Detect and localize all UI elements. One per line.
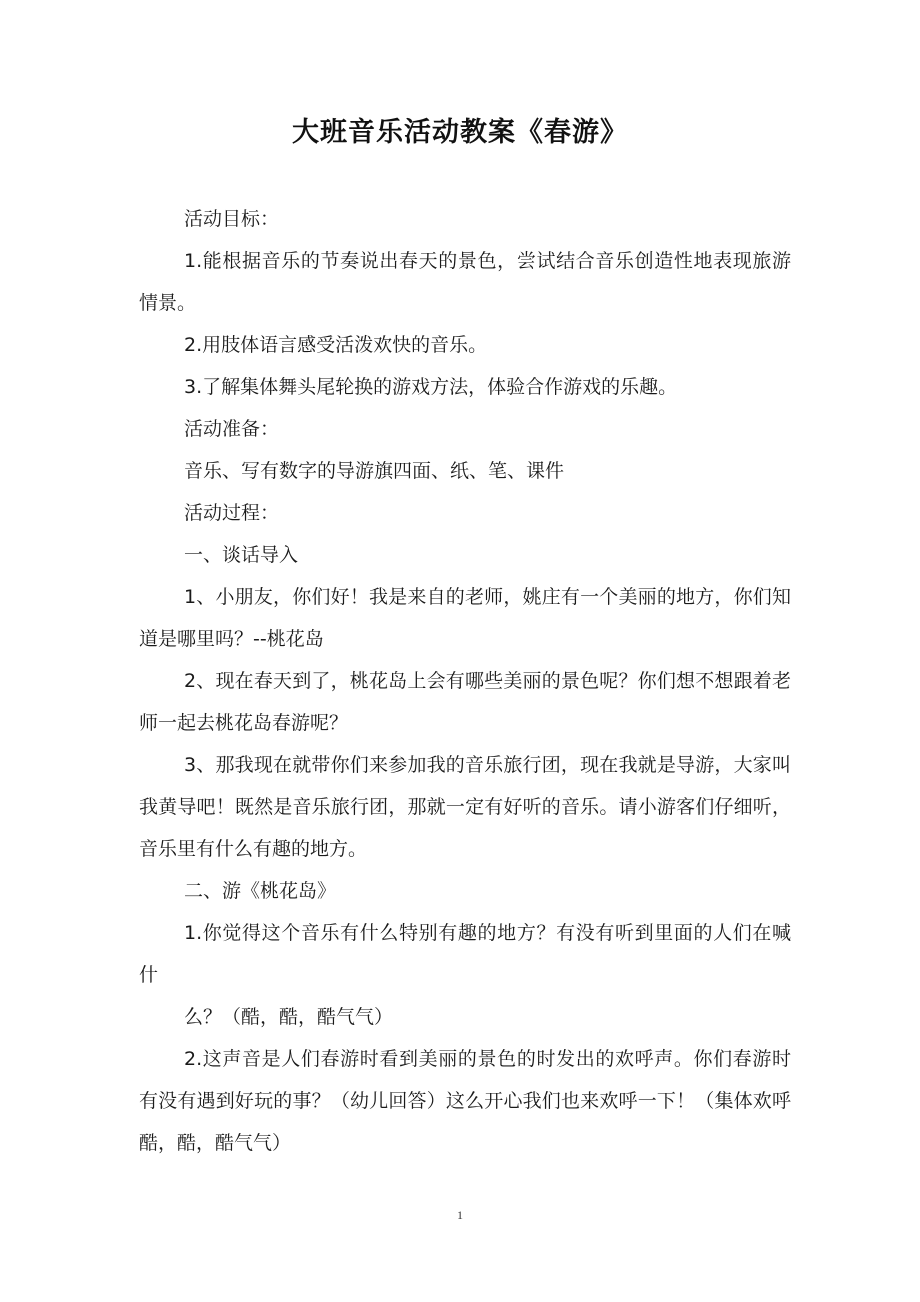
paragraph: 3、那我现在就带你们来参加我的音乐旅行团，现在我就是导游，大家叫我黄导吧！既然是音乐旅行团，那就一定有好听的音乐。请小游客们仔细听，音乐里有什么有趣的地方。 [139, 754, 791, 860]
paragraph: 活动准备： [184, 418, 280, 440]
paragraph: 音乐、写有数字的导游旗四面、纸、笔、课件 [184, 460, 565, 482]
paragraph: 二、游《桃花岛》 [184, 880, 337, 902]
paragraph: 3.了解集体舞头尾轮换的游戏方法，体验合作游戏的乐趣。 [184, 376, 678, 398]
paragraph: 2.用肢体语言感受活泼欢快的音乐。 [184, 334, 488, 356]
paragraph: 2.这声音是人们春游时看到美丽的景色的时发出的欢呼声。你们春游时有没有遇到好玩的事？（幼儿回答）这么开心我们也来欢呼一下！（集体欢呼酷，酷，酷气气） [139, 1048, 791, 1154]
document-title: 大班音乐活动教案《春游》 [292, 117, 628, 148]
paragraph: 1.能根据音乐的节奏说出春天的景色，尝试结合音乐创造性地表现旅游情景。 [139, 250, 791, 314]
paragraph: 1.你觉得这个音乐有什么特别有趣的地方？有没有听到里面的人们在喊什 [139, 922, 791, 986]
paragraph: 2、现在春天到了，桃花岛上会有哪些美丽的景色呢？你们想不想跟着老师一起去桃花岛春游呢？ [139, 670, 791, 734]
paragraph: 活动过程： [184, 502, 280, 524]
page-number: 1 [457, 1208, 463, 1222]
document-body [139, 198, 791, 1164]
paragraph: 活动目标： [184, 208, 280, 230]
paragraph: 么？（酷，酷，酷气气） [184, 1006, 394, 1028]
paragraph: 一、谈话导入 [184, 544, 299, 566]
paragraph: 1、小朋友，你们好！我是来自的老师，姚庄有一个美丽的地方，你们知道是哪里吗？--桃花岛 [139, 586, 791, 650]
